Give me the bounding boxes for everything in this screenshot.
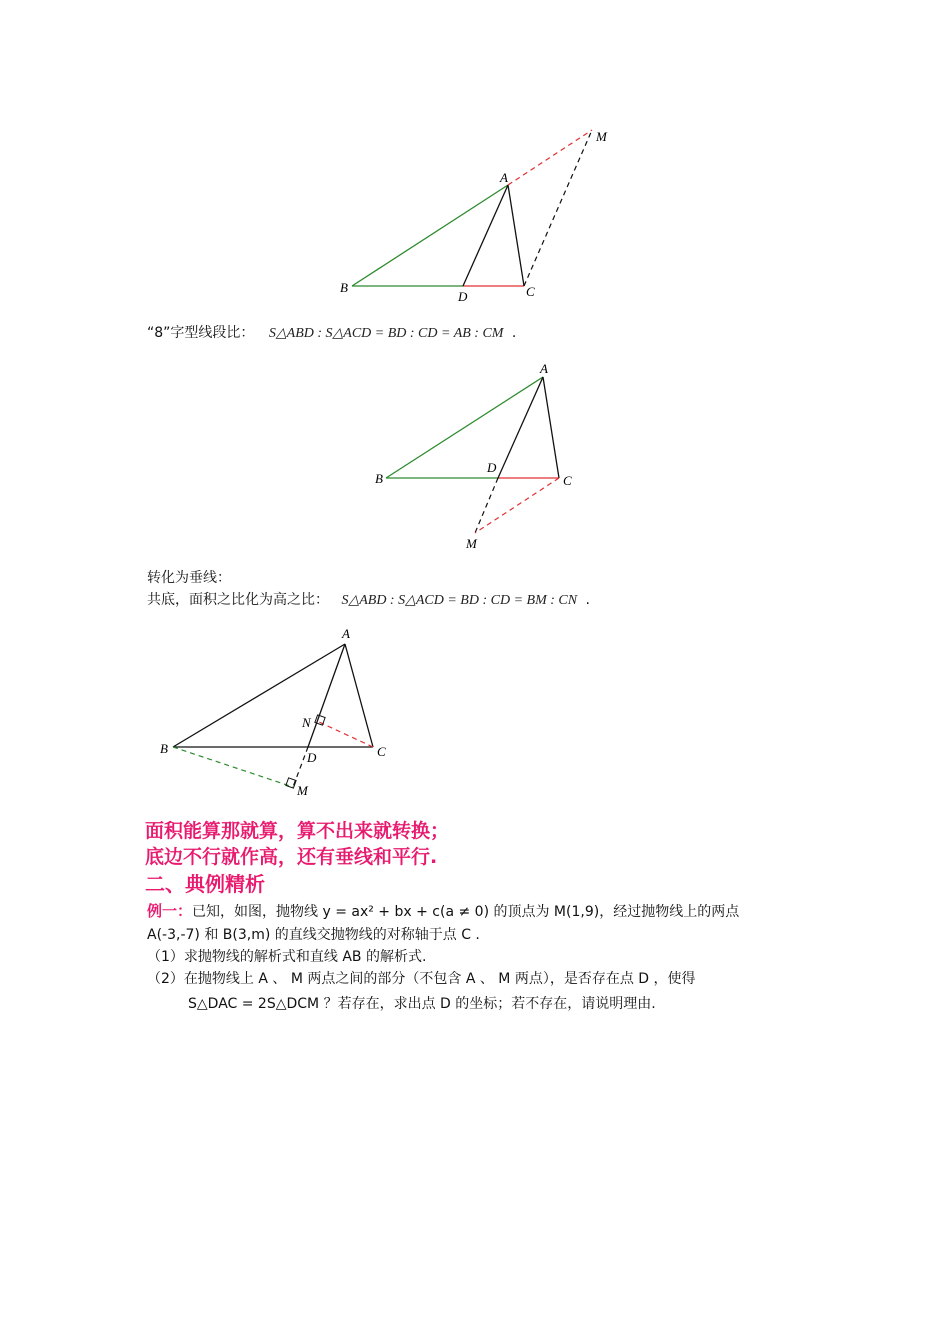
label-D: D: [458, 289, 468, 304]
segment-AC: [345, 644, 373, 747]
example-label: 例一：: [147, 902, 193, 920]
label-B: B: [340, 280, 348, 295]
label-M: M: [297, 783, 308, 798]
segment-BA: [173, 644, 345, 747]
caption-perpendicular-prefix: 共底，面积之比化为高之比：: [147, 592, 329, 608]
caption-8-prefix: “8”字型线段比：: [147, 325, 255, 341]
label-A: A: [342, 626, 350, 641]
figure-3-triangle: [150, 625, 400, 805]
example-line-2: A(-3,-7) 和 B(3,m) 的直线交抛物线的对称轴于点 C .: [147, 927, 480, 943]
caption-8-formula: S△ABD : S△ACD = BD : CD = AB : CM: [268, 326, 504, 341]
label-C: C: [526, 284, 535, 299]
segment-BA: [386, 377, 543, 478]
segment-CM-dashed: [524, 130, 592, 286]
example-question-2-line-1: （2）在抛物线上 A 、 M 两点之间的部分（不包含 A 、 M 两点），是否存在点 D ，使得: [147, 971, 696, 987]
segment-BM-dashed: [173, 747, 293, 787]
highlight-line-1: 面积能算那就算，算不出来就转换；: [145, 820, 450, 842]
label-M: M: [466, 536, 477, 551]
label-D: D: [487, 460, 497, 475]
figure-1-triangle: [330, 120, 630, 310]
segment-CM-dashed: [475, 478, 559, 533]
caption-perpendicular-formula: S△ABD : S△ACD = BD : CD = BM : CN: [341, 593, 578, 608]
label-C: C: [377, 744, 386, 759]
label-B: B: [375, 471, 383, 486]
segment-AC: [543, 377, 559, 478]
caption-perpendicular-body: [147, 590, 590, 611]
figure-2-triangle: [370, 360, 590, 555]
segment-DM-dashed: [475, 478, 498, 533]
label-M: M: [596, 129, 607, 144]
segment-AC: [508, 185, 524, 286]
segment-CN-dashed: [319, 722, 373, 747]
label-D: D: [307, 750, 317, 765]
section-title: 二、典例精析: [145, 872, 265, 896]
example-line-1: [147, 901, 739, 922]
caption-perpendicular-title: 转化为垂线：: [147, 570, 231, 586]
example-question-2-line-2: S△DAC = 2S△DCM ？若存在，求出点 D 的坐标；若不存在，请说明理由.: [188, 996, 656, 1012]
caption-8-shape: [147, 323, 516, 344]
label-N: N: [302, 715, 311, 730]
label-B: B: [160, 741, 168, 756]
label-C: C: [563, 473, 572, 488]
segment-DM-dashed: [293, 747, 308, 787]
example-line-1-text: 已知，如图，抛物线 y = ax² + bx + c(a ≠ 0) 的顶点为 M(1,9)，经过抛物线上的两点: [192, 904, 740, 920]
segment-BA: [352, 185, 508, 286]
highlight-line-2: 底边不行就作高，还有垂线和平行.: [145, 846, 438, 868]
caption-8-suffix: .: [511, 325, 517, 341]
example-question-1: （1）求抛物线的解析式和直线 AB 的解析式.: [147, 949, 427, 965]
label-A: A: [500, 170, 508, 185]
caption-perpendicular-suffix: .: [585, 592, 590, 608]
label-A: A: [540, 361, 548, 376]
